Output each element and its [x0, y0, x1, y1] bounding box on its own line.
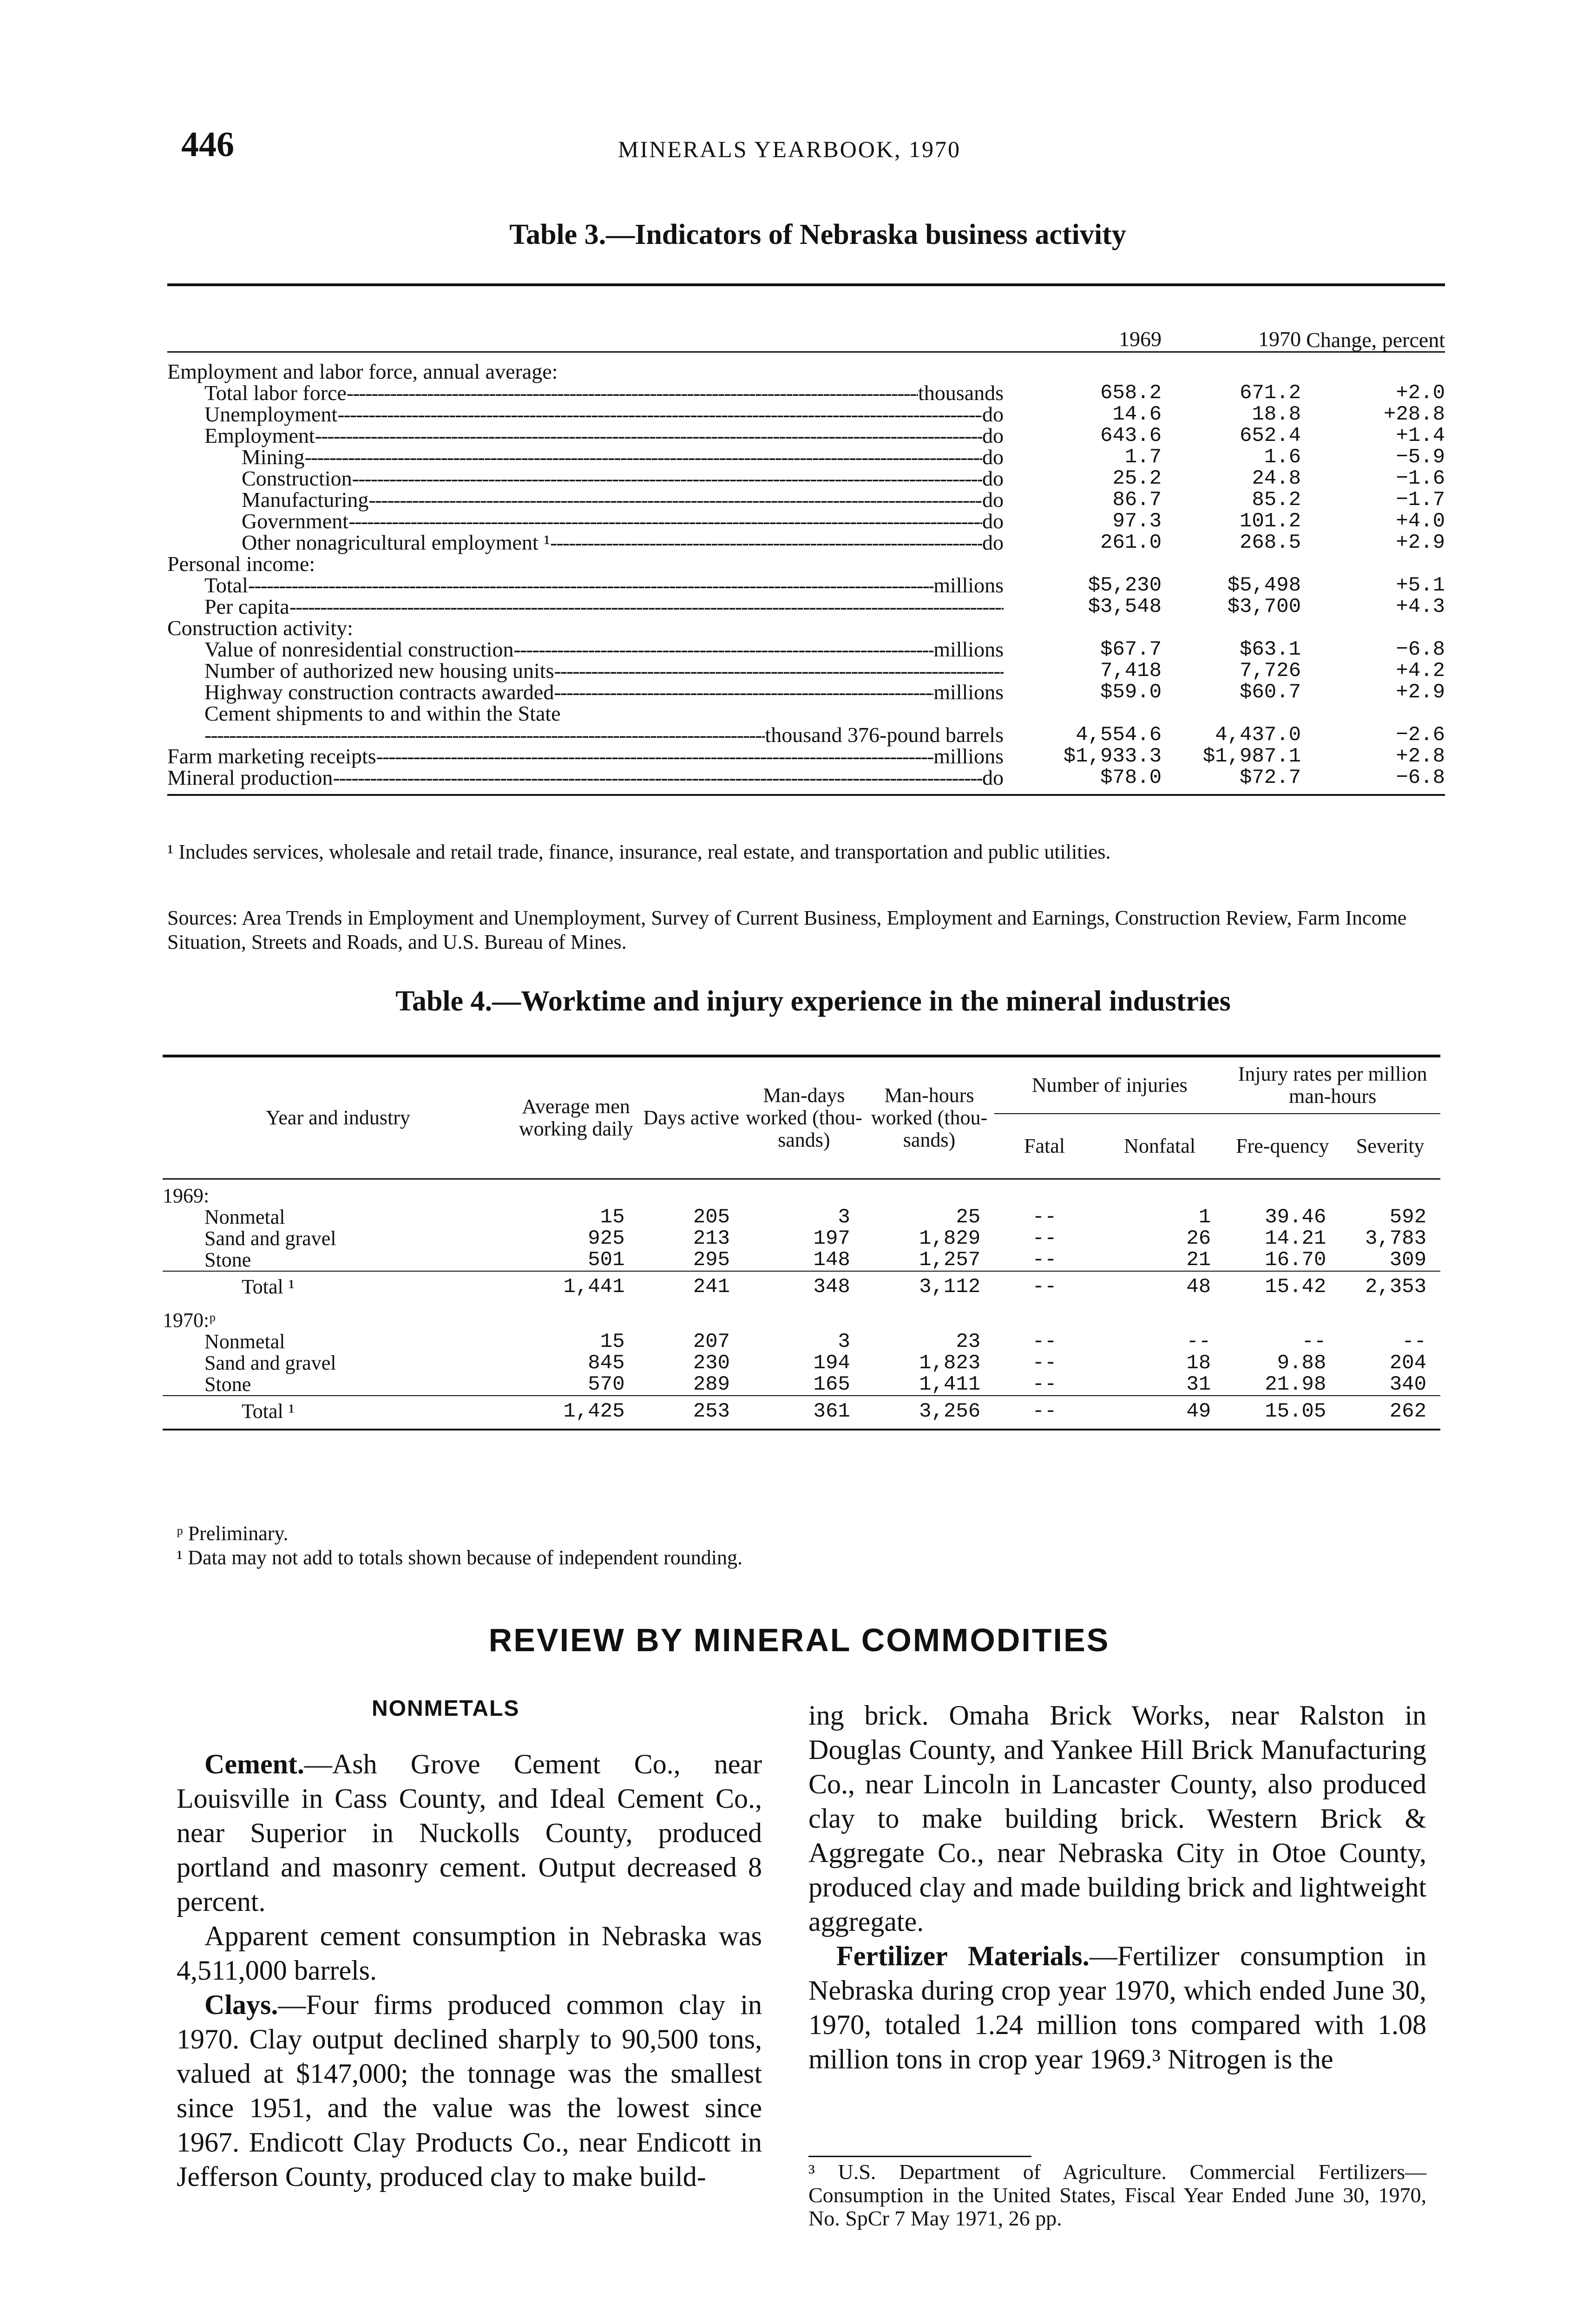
table3-cell-1970: 24.8	[1252, 467, 1301, 490]
table3-cell-1970: $5,498	[1227, 574, 1301, 597]
table4-year-label: 1970:ᵖ	[163, 1309, 216, 1332]
table3-leader-dots	[315, 425, 982, 446]
table3-row-unit: thousands	[918, 381, 1004, 405]
table4-cell-freq: --	[1301, 1330, 1327, 1353]
table3-cell-change	[1301, 703, 1445, 724]
table3-cell-change: +1.4	[1396, 424, 1445, 447]
table4-cell-men: 1,425	[513, 1396, 639, 1430]
table3-cell-1970	[1162, 553, 1301, 575]
table4-cell-sev: 592	[1389, 1206, 1426, 1229]
table3-row-label	[167, 596, 1022, 617]
table4-industry: Total ¹	[163, 1396, 513, 1430]
table3-leader-dots	[347, 382, 918, 404]
table4-cell-manhours: 1,823	[919, 1352, 981, 1375]
table4-cell-days: 205	[693, 1206, 730, 1229]
table3-leader	[204, 682, 1004, 703]
table3-row-label	[167, 660, 1022, 682]
table4-cell-sev: 2,353	[1340, 1271, 1440, 1304]
table3-cell-change: +2.0	[1396, 381, 1445, 405]
table3-caption: Table 3.—Indicators of Nebraska business activity	[509, 219, 1126, 250]
table3-cell-1970: 18.8	[1252, 403, 1301, 426]
running-head: MINERALS YEARBOOK, 1970	[618, 136, 961, 162]
table4-head-fatal: Fatal	[994, 1114, 1095, 1179]
table3-row-label	[167, 382, 1022, 404]
table3-cell-change: −6.8	[1396, 766, 1445, 789]
table4-cell-men: 570	[588, 1373, 625, 1396]
table4-cell-sev: 204	[1389, 1352, 1426, 1375]
table3-row-label-text: Per capita	[204, 595, 289, 618]
table3-cell-1970: 268.5	[1239, 531, 1301, 554]
table4-cell-fatal: --	[994, 1396, 1095, 1430]
table3-leader	[204, 382, 1004, 404]
table3-row-label	[167, 352, 1022, 383]
table3-row-label	[167, 489, 1022, 511]
page-number: 446	[181, 125, 234, 164]
table3-cell-1969: 25.2	[1112, 467, 1162, 490]
table4-cell-mandays: 165	[813, 1373, 850, 1396]
table3-cell-change: −5.9	[1396, 446, 1445, 469]
table3-cell-1969: 643.6	[1100, 424, 1162, 447]
table3-row-label	[167, 703, 1022, 724]
table3-leader-dots	[204, 724, 765, 746]
paragraph	[177, 1988, 762, 2194]
table4-cell-manhours: 1,829	[919, 1227, 981, 1250]
table4-cell-manhours: 1,411	[919, 1373, 981, 1396]
right-column	[808, 1698, 1426, 2076]
table4-cell-fatal: --	[1032, 1330, 1057, 1353]
table3-row-unit: thousand 376-pound barrels	[765, 723, 1004, 747]
table4-footnote-p: ᵖ Preliminary.	[177, 1522, 289, 1545]
table4-row	[163, 1207, 1440, 1228]
table3-cell-1970: 7,726	[1239, 659, 1301, 682]
table3-cell-1970: $72.7	[1239, 766, 1301, 789]
table3-row-label-text: Total	[204, 573, 248, 597]
table4-head-nonfatal: Nonfatal	[1095, 1114, 1225, 1179]
table3-row-label-text: Farm marketing receipts	[167, 744, 376, 768]
table4-row	[163, 1249, 1440, 1271]
table3-row	[167, 746, 1445, 767]
table4-total-row	[163, 1271, 1440, 1304]
paragraph	[808, 1939, 1426, 2076]
table3-cell-1970	[1162, 617, 1301, 639]
table4-cell-sev: --	[1402, 1330, 1426, 1353]
table3-row-label	[167, 532, 1022, 553]
footnote-3: ³ U.S. Department of Agriculture. Commercial Fertilizers—Consumption in the United States, Fiscal Year Ended June 30, 1970, No. SpCr 7 May 1971, 26 pp.	[808, 2160, 1426, 2230]
table3-row	[167, 703, 1445, 724]
table3-row-unit: do	[982, 466, 1004, 490]
table4-cell-nonfatal: 18	[1186, 1352, 1211, 1375]
table3-row	[167, 446, 1445, 468]
table3-row-unit: do	[982, 766, 1004, 789]
table4-cell-freq: 9.88	[1277, 1352, 1327, 1375]
table3-cell-change: +4.0	[1396, 510, 1445, 533]
paragraph-text: —Fertilizer consumption in Nebraska during crop year 1970, which ended June 30, 1970, totaled 1.24 million tons compared with 1.08 million tons in crop year 1969.³ Nitrogen is the	[808, 1941, 1427, 2074]
table3-cell-1969: 7,418	[1100, 659, 1162, 682]
table3-row	[167, 468, 1445, 489]
paragraph-text: —Ash Grove Cement Co., near Louisville in Cass County, and Ideal Cement Co., near Superior in Nuckolls County, produced portland and masonry cement. Output decreased 8 percent.	[177, 1749, 762, 1917]
table3-cell-change: +2.8	[1396, 745, 1445, 768]
table3-row	[167, 596, 1445, 617]
table3-row	[167, 382, 1445, 404]
table3-row-label	[167, 639, 1022, 660]
table4-cell-men: 501	[588, 1248, 625, 1272]
table3-cell-change: −2.6	[1396, 723, 1445, 747]
paragraph	[177, 1919, 762, 1988]
table3-leader	[242, 532, 1004, 553]
table4-head-frequency: Fre-quency	[1225, 1114, 1340, 1179]
table3-cell-1969: $1,933.3	[1063, 745, 1162, 768]
table4-cell-nonfatal: 21	[1186, 1248, 1211, 1272]
table4-cell-days: 253	[638, 1396, 743, 1430]
table3-row-label-text: Value of nonresidential construction	[204, 637, 514, 661]
table3-row-label-text: Personal income:	[167, 552, 315, 576]
table3-row-label-text: Construction	[242, 466, 352, 490]
table3-leader-dots	[554, 660, 1004, 682]
table4-head-injuries: Number of injuries	[1031, 1074, 1188, 1096]
table3-leader	[204, 425, 1004, 446]
table4-head-men: Average men working daily	[513, 1056, 639, 1179]
table4-cell-mandays: 3	[838, 1206, 850, 1229]
table4-year-row	[163, 1304, 1440, 1331]
table3-row-label	[167, 575, 1022, 596]
table3-leader-dots	[368, 489, 982, 511]
table3-row	[167, 767, 1445, 795]
table3-cell-1969	[1022, 617, 1162, 639]
table3-row-unit: millions	[933, 744, 1004, 768]
table3-row-label	[167, 553, 1022, 575]
table3-row	[167, 660, 1445, 682]
table3-leader	[204, 639, 1004, 660]
paragraph-text: ing brick. Omaha Brick Works, near Ralston in Douglas County, and Yankee Hill Brick Manufacturing Co., near Lincoln in Lancaster County, also produced clay to make building brick. Western Brick & Aggregate Co., near Nebraska City in Otoe County, produced clay and made building brick and lightweight aggregate.	[808, 1700, 1426, 1937]
table4-cell-men: 925	[588, 1227, 625, 1250]
table4-head-year: Year and industry	[163, 1056, 513, 1179]
table3-cell-1970: $60.7	[1239, 681, 1301, 704]
table3-sources: Sources: Area Trends in Employment and Unemployment, Survey of Current Business, Employment and Earnings, Construction Review, Farm Income Situation, Streets and Roads, and U.S. Bureau of Mines.	[167, 906, 1407, 953]
table4-cell-men: 845	[588, 1352, 625, 1375]
table3-row	[167, 511, 1445, 532]
table3-cell-1969: $67.7	[1100, 638, 1162, 661]
paragraph-lead: Cement.	[204, 1749, 304, 1779]
table4-cell-manhours: 25	[956, 1206, 981, 1229]
table3-leader-dots	[348, 511, 982, 532]
table3-row	[167, 639, 1445, 660]
table3-cell-change: +4.2	[1396, 659, 1445, 682]
table3-cell-change	[1301, 553, 1445, 575]
table4-cell-mandays: 197	[813, 1227, 850, 1250]
table4-row	[163, 1352, 1440, 1374]
subsection-title: NONMETALS	[372, 1696, 520, 1721]
section-title: REVIEW BY MINERAL COMMODITIES	[488, 1622, 1110, 1658]
table3-row-unit: millions	[933, 637, 1004, 661]
table3-leader-dots	[333, 767, 982, 788]
table3-leader	[204, 575, 1004, 596]
table3-row	[167, 575, 1445, 596]
table3-leader-dots	[248, 575, 933, 596]
table4-head-mandays: Man-days worked (thou-sands)	[744, 1056, 864, 1179]
table3-leader-dots	[352, 468, 982, 489]
table3-row	[167, 425, 1445, 446]
left-column	[177, 1747, 762, 2194]
table4-cell-fatal: --	[1032, 1206, 1057, 1229]
table3-cell-change: +2.9	[1396, 681, 1445, 704]
table3-leader	[242, 489, 1004, 511]
table3-row-label-text: Mining	[242, 445, 305, 469]
table4-cell-manhours: 3,112	[864, 1271, 994, 1304]
table4-cell-freq: 15.05	[1225, 1396, 1340, 1430]
table4-cell-days: 295	[693, 1248, 730, 1272]
table4-cell-men: 15	[600, 1330, 625, 1353]
table3-cell-1970: 671.2	[1239, 381, 1301, 405]
table4-cell-fatal: --	[1032, 1352, 1057, 1375]
table4-cell-freq: 15.42	[1225, 1271, 1340, 1304]
table4-cell-manhours: 1,257	[919, 1248, 981, 1272]
table4-cell-freq: 21.98	[1265, 1373, 1327, 1396]
table3-row-label	[167, 682, 1022, 703]
table3-row-label	[167, 724, 1022, 746]
table3-row-label-text: Other nonagricultural employment ¹	[242, 531, 550, 554]
table3-cell-1969: 86.7	[1112, 488, 1162, 512]
table3-cell-change: −1.6	[1396, 467, 1445, 490]
table3-col-1970: 1970	[1162, 285, 1301, 352]
table4-cell-sev: 309	[1389, 1248, 1426, 1272]
table3-cell-1970: 1.6	[1264, 446, 1301, 469]
table3-cell-change	[1301, 352, 1445, 383]
table3-row-unit: do	[982, 509, 1004, 533]
table4-caption: Table 4.—Worktime and injury experience in the mineral industries	[395, 985, 1231, 1017]
table4-body	[163, 1179, 1440, 1430]
table3-cell-1970: 4,437.0	[1215, 723, 1301, 747]
paragraph-lead: Clays.	[204, 1989, 278, 2020]
table3-cell-change: +5.1	[1396, 574, 1445, 597]
table4-cell-freq: 14.21	[1265, 1227, 1327, 1250]
table3-cell-1970: $3,700	[1227, 595, 1301, 618]
table3-cell-change: −6.8	[1396, 638, 1445, 661]
table4	[163, 1055, 1440, 1431]
table3-row-unit: do	[982, 488, 1004, 512]
table3-row-label-text: Construction activity:	[167, 616, 353, 640]
table3-row-label-text: Unemployment	[204, 402, 338, 426]
table3-row-label	[167, 746, 1022, 767]
table4-cell-days: 289	[693, 1373, 730, 1396]
table3-cell-1969: 14.6	[1112, 403, 1162, 426]
table4-row	[163, 1228, 1440, 1249]
table3-cell-change: −1.7	[1396, 488, 1445, 512]
table4-cell-sev: 340	[1389, 1373, 1426, 1396]
table3-leader-dots	[550, 532, 982, 553]
table3-cell-1969: 4,554.6	[1076, 723, 1162, 747]
table4-cell-days: 213	[693, 1227, 730, 1250]
table3-cell-1969: 658.2	[1100, 381, 1162, 405]
table4-cell-mandays: 348	[744, 1271, 864, 1304]
table3-leader	[242, 511, 1004, 532]
table4-head-days: Days active	[638, 1056, 743, 1179]
footnote-rule	[808, 2156, 1031, 2157]
table3-cell-1969: $3,548	[1088, 595, 1162, 618]
table4-industry: Total ¹	[163, 1271, 513, 1304]
table4-cell-men: 15	[600, 1206, 625, 1229]
table3-cell-1970: 101.2	[1239, 510, 1301, 533]
table4-cell-fatal: --	[1032, 1373, 1057, 1396]
table4-cell-freq: 16.70	[1265, 1248, 1327, 1272]
table3-cell-change: +2.9	[1396, 531, 1445, 554]
table4-cell-manhours: 3,256	[864, 1396, 994, 1430]
table4-year-row	[163, 1179, 1440, 1207]
table3-row-label	[167, 446, 1022, 468]
table3-cell-1969: 97.3	[1112, 510, 1162, 533]
table3-cell-1969: 261.0	[1100, 531, 1162, 554]
table3-row	[167, 489, 1445, 511]
table4-cell-manhours: 23	[956, 1330, 981, 1353]
table4-cell-nonfatal: 26	[1186, 1227, 1211, 1250]
table4-cell-fatal: --	[1032, 1248, 1057, 1272]
table3-leader-dots	[376, 746, 934, 767]
table3-row-label-text: Total labor force	[204, 381, 347, 405]
table3-col-change: Change, percent	[1301, 285, 1445, 352]
table4-head-rates: Injury rates per million man-hours	[1238, 1063, 1427, 1108]
table4-cell-fatal: --	[994, 1271, 1095, 1304]
table3-cell-1969: 1.7	[1124, 446, 1162, 469]
table4-cell-days: 230	[693, 1352, 730, 1375]
table4-head-severity: Severity	[1340, 1114, 1440, 1179]
table4-cell-days: 207	[693, 1330, 730, 1353]
table4-industry: Nonmetal	[204, 1330, 285, 1353]
table4-industry: Stone	[204, 1373, 251, 1396]
table3-row-label-text: Number of authorized new housing units	[204, 659, 554, 682]
table3-row-label	[167, 425, 1022, 446]
paragraph	[808, 1698, 1426, 1939]
table3-footnote: ¹ Includes services, wholesale and retail trade, finance, insurance, real estate, and transportation and public utilities.	[167, 840, 1111, 863]
table4-industry: Sand and gravel	[204, 1227, 336, 1250]
table4-cell-nonfatal: 48	[1095, 1271, 1225, 1304]
table3-col-1969: 1969	[1022, 285, 1162, 352]
table4-footnote-1: ¹ Data may not add to totals shown because of independent rounding.	[177, 1546, 743, 1569]
table3-cell-change: +28.8	[1383, 403, 1445, 426]
table3-leader-dots	[554, 682, 933, 703]
table3	[167, 283, 1445, 796]
table3-cell-change: +4.3	[1396, 595, 1445, 618]
table4-cell-nonfatal: 1	[1198, 1206, 1211, 1229]
table4-industry: Sand and gravel	[204, 1352, 336, 1374]
table3-row-label-text: Employment	[204, 424, 315, 447]
table4-footnotes	[177, 1522, 1385, 1570]
table3-body	[167, 352, 1445, 795]
table3-row-unit: do	[982, 531, 1004, 554]
table4-head-manhours: Man-hours worked (thou-sands)	[864, 1056, 994, 1179]
table4-industry: Nonmetal	[204, 1206, 285, 1228]
table3-row-label	[167, 511, 1022, 532]
table3-leader	[167, 767, 1004, 788]
table4-cell-sev: 3,783	[1365, 1227, 1426, 1250]
table3-leader-dots	[514, 639, 934, 660]
table3-row-label-text: Government	[242, 509, 348, 533]
table3-leader	[204, 724, 1004, 746]
table3-cell-1970: 652.4	[1239, 424, 1301, 447]
table3-row-label-text: Mineral production	[167, 766, 333, 789]
table3-leader-dots	[337, 404, 982, 425]
table3-row	[167, 682, 1445, 703]
table3-row-unit: millions	[933, 680, 1004, 704]
table4-cell-men: 1,441	[513, 1271, 639, 1304]
paragraph-text: Apparent cement consumption in Nebraska was 4,511,000 barrels.	[177, 1921, 762, 1986]
table4-cell-nonfatal: --	[1186, 1330, 1211, 1353]
table4-cell-mandays: 194	[813, 1352, 850, 1375]
table3-leader	[204, 660, 1004, 682]
table3-cell-1970	[1162, 703, 1301, 724]
table4-cell-days: 241	[638, 1271, 743, 1304]
table3-cell-1969: $78.0	[1100, 766, 1162, 789]
table3-row	[167, 352, 1445, 383]
table4-row	[163, 1331, 1440, 1352]
table4-industry: Stone	[204, 1248, 251, 1271]
table3-cell-change	[1301, 617, 1445, 639]
table3-row-label	[167, 468, 1022, 489]
table3-row-label	[167, 617, 1022, 639]
table3-row-label-text: Cement shipments to and within the State	[204, 702, 561, 725]
table3-row-label	[167, 404, 1022, 425]
table3-cell-1969	[1022, 703, 1162, 724]
table3-row-unit: millions	[933, 573, 1004, 597]
table4-row	[163, 1374, 1440, 1396]
table4-cell-sev: 262	[1340, 1396, 1440, 1430]
table3-row	[167, 724, 1445, 746]
table3-leader	[204, 596, 1004, 617]
table3-row-label-text: Employment and labor force, annual average:	[167, 360, 558, 383]
table3-row	[167, 617, 1445, 639]
table4-cell-fatal: --	[1032, 1227, 1057, 1250]
table3-cell-1970: 85.2	[1252, 488, 1301, 512]
table3-cell-1970: $63.1	[1239, 638, 1301, 661]
table3-row-unit: do	[982, 445, 1004, 469]
paragraph	[177, 1747, 762, 1919]
table3-row-label-text: Manufacturing	[242, 488, 369, 512]
table3-cell-1969	[1022, 352, 1162, 383]
table3-cell-1969: $59.0	[1100, 681, 1162, 704]
paragraph-lead: Fertilizer Materials.	[836, 1941, 1090, 1971]
table3-leader	[204, 404, 1004, 425]
table3-leader	[167, 746, 1004, 767]
table3-row-unit: do	[982, 424, 1004, 447]
table3-row-label	[167, 767, 1022, 795]
table3-cell-1969	[1022, 553, 1162, 575]
table3-row	[167, 404, 1445, 425]
table3-row-label-text: Highway construction contracts awarded	[204, 680, 554, 704]
paragraph-text: —Four firms produced common clay in 1970. Clay output declined sharply to 90,500 tons, valued at $147,000; the tonnage was the smallest since 1951, and the value was the lowest since 1967. Endicott Clay Products Co., near Endicott in Jefferson County, produced clay to make build-	[177, 1989, 762, 2192]
table3-cell-1969: $5,230	[1088, 574, 1162, 597]
table4-cell-nonfatal: 49	[1095, 1396, 1225, 1430]
table3-row-unit: do	[982, 402, 1004, 426]
table4-cell-mandays: 148	[813, 1248, 850, 1272]
table3-cell-1970	[1162, 352, 1301, 383]
table3-leader-dots	[304, 446, 982, 468]
table4-cell-mandays: 3	[838, 1330, 850, 1353]
table3-leader	[242, 468, 1004, 489]
table3-row	[167, 553, 1445, 575]
table4-cell-nonfatal: 31	[1186, 1373, 1211, 1396]
table4-year-label: 1969:	[163, 1184, 210, 1207]
table4-total-row	[163, 1396, 1440, 1430]
table3-leader	[242, 446, 1004, 468]
table4-cell-mandays: 361	[744, 1396, 864, 1430]
table3-leader-dots	[289, 596, 1004, 617]
table3-row	[167, 532, 1445, 553]
table3-cell-1970: $1,987.1	[1202, 745, 1301, 768]
table4-cell-freq: 39.46	[1265, 1206, 1327, 1229]
table3-col-label	[167, 285, 1022, 352]
